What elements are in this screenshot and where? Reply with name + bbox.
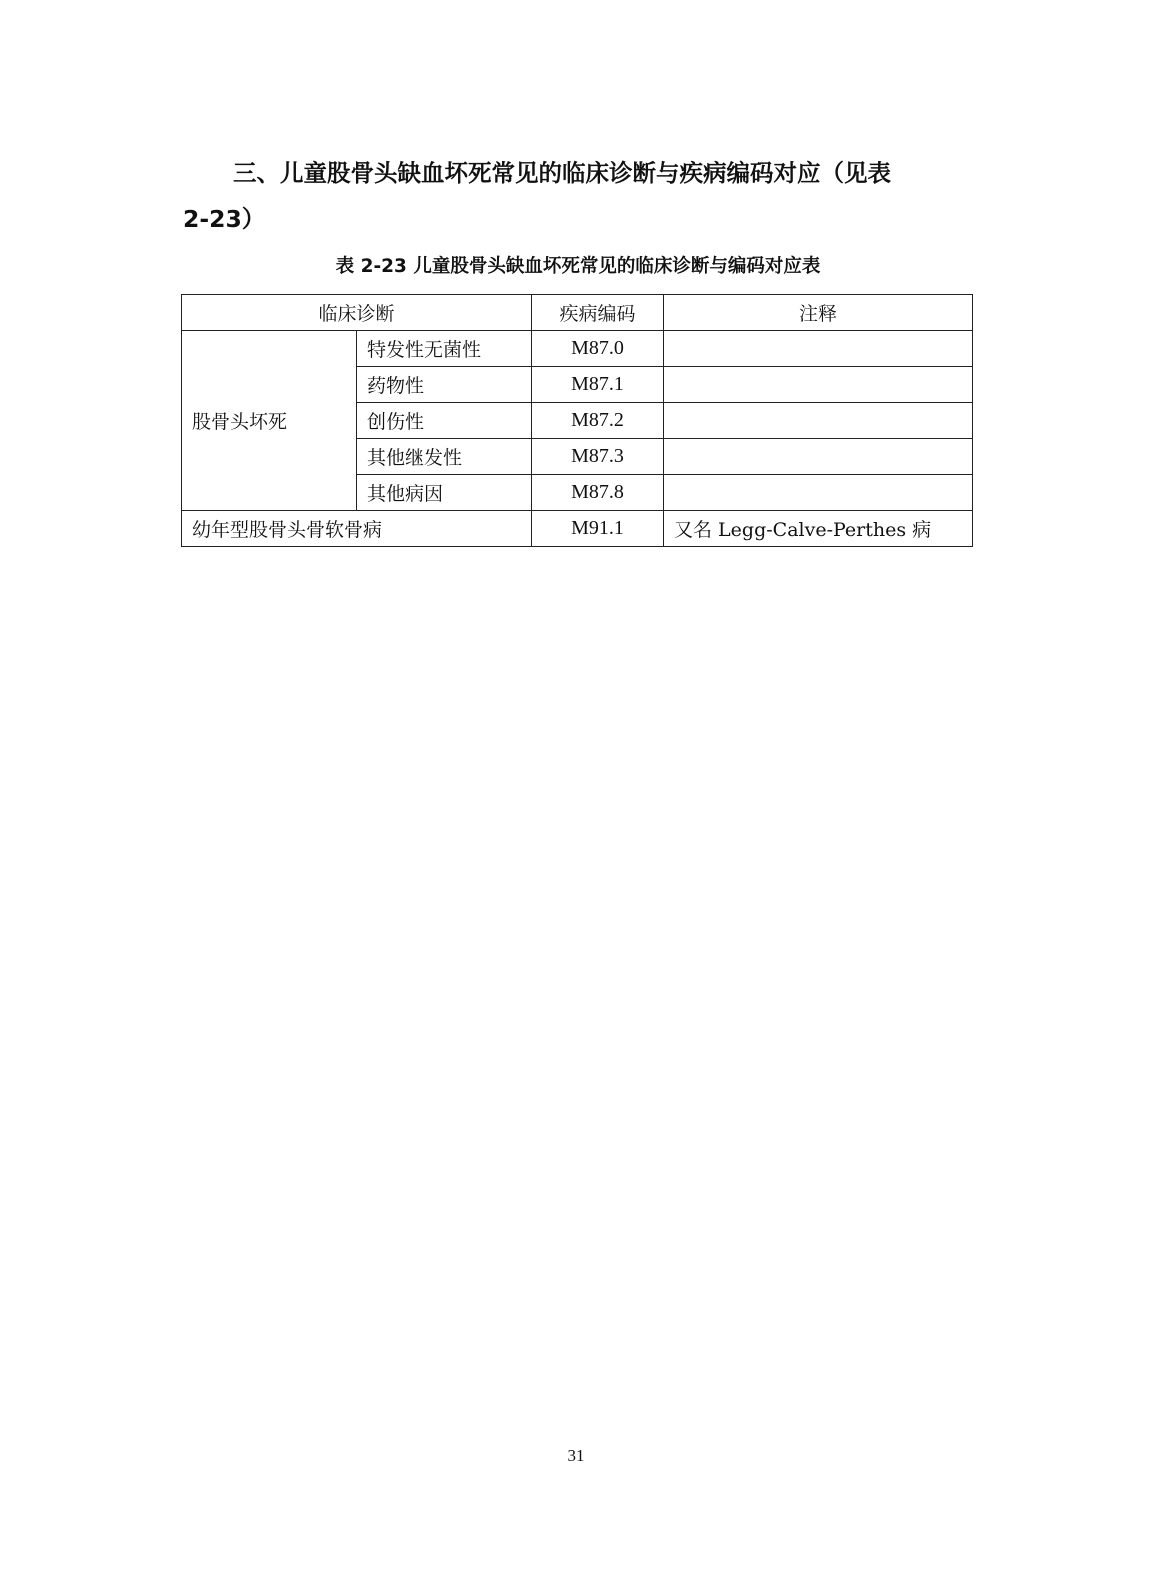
code-cell: M87.3: [532, 439, 664, 475]
page-number: 31: [567, 1446, 585, 1465]
note-cell: [664, 331, 973, 367]
note-cell: 又名 Legg-Calve-Perthes 病: [664, 511, 973, 547]
section-heading-line-1: 三、儿童股骨头缺血坏死常见的临床诊断与疾病编码对应（见表: [233, 159, 891, 187]
subtype-cell: 其他继发性: [357, 439, 532, 475]
code-cell: M87.1: [532, 367, 664, 403]
table-caption: 表 2-23 儿童股骨头缺血坏死常见的临床诊断与编码对应表: [335, 256, 821, 277]
diagnosis-code-table: [181, 294, 973, 547]
note-cell: [664, 367, 973, 403]
note-cell: [664, 439, 973, 475]
header-diagnosis: 临床诊断: [182, 295, 532, 331]
header-code: 疾病编码: [532, 295, 664, 331]
section-heading-line-2: 2-23）: [183, 205, 266, 233]
subtype-cell: 特发性无菌性: [357, 331, 532, 367]
group-diagnosis-cell: 股骨头坏死: [182, 331, 357, 511]
code-cell: M87.8: [532, 475, 664, 511]
section-heading: [183, 150, 963, 242]
table-header-row: [182, 295, 973, 331]
code-cell: M91.1: [532, 511, 664, 547]
subtype-cell: 药物性: [357, 367, 532, 403]
table-row: [182, 511, 973, 547]
subtype-cell: 创伤性: [357, 403, 532, 439]
note-cell: [664, 403, 973, 439]
subtype-cell: 其他病因: [357, 475, 532, 511]
note-cell: [664, 475, 973, 511]
header-note: 注释: [664, 295, 973, 331]
table-row: [182, 331, 973, 367]
diagnosis-cell: 幼年型股骨头骨软骨病: [182, 511, 532, 547]
code-cell: M87.2: [532, 403, 664, 439]
code-cell: M87.0: [532, 331, 664, 367]
